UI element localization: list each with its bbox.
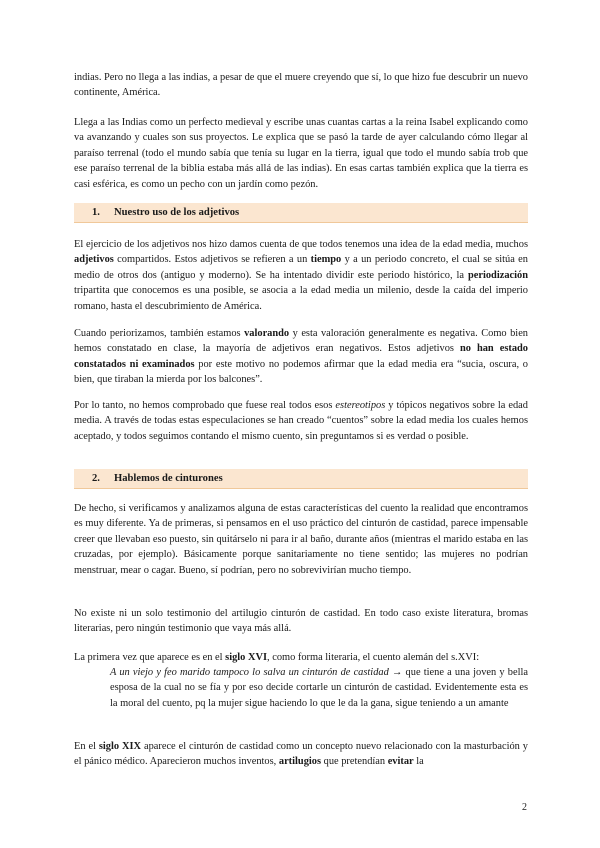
paragraph-colon-cartas: Llega a las Indias como un perfecto medieval y escribe unas cuantas cartas a la reina Isabel explicando como va avanzando y cuales son sus proyectos. Le explica que se pasó la tarde de ayer calculando cómo llegar al paraíso terrenal (todo el mundo sabía que tenía su lugar en la tierra, igual que todo el mundo sabía trob que ese paraíso terrenal de la biblia estaba más allá de las indias). En esas cartas también explica que la tierra es casi esférica, es como un pecho con un jardín como pezón. [74, 117, 528, 190]
section-heading-adjetivos [74, 203, 528, 223]
emphasis-evitar: evitar [387, 756, 414, 768]
section-heading-cinturones [74, 469, 528, 489]
paragraph-siglo-xix: En el siglo XIX aparece el cinturón de castidad como un concepto nuevo relacionado con la masturbación y el pánico médico. Aparecieron muchos inventos, artilugios que pretendían evitar la [74, 741, 528, 768]
emphasis-periodizacion: periodización [467, 269, 528, 281]
emphasis-siglo-xvi: siglo XVI [225, 652, 268, 663]
paragraph-estereotipos: Por lo tanto, no hemos comprobado que fuese real todos esos estereotipos y tópicos negativos sobre la edad media. A través de todas estas especulaciones se han creado “cuentos” sobre la edad media los cuales hemos aceptado, y todos seguimos contando el mismo cuento, sin preguntamos si es verdad o posible. [74, 400, 528, 442]
quote-cuento-aleman: A un viejo y feo marido tampoco lo salva un cinturón de castidad → que tiene a una joven y bella esposa de la cual no se fía y por eso decide cortarle un cinturón de castidad. Evidentemente esta es la moral del cuento, pq la mujer sigue haciendo lo que le da la gana, sigue teniendo a un amante [110, 667, 528, 709]
paragraph-siglo-xvi: La primera vez que aparece es en el siglo XVI, como forma literaria, el cuento alemán del s.XVI: [74, 652, 480, 663]
section-title: Nuestro uso de los adjetivos [114, 207, 240, 218]
quote-title: A un viejo y feo marido tampoco lo salva un cinturón de castidad [110, 667, 389, 678]
emphasis-estereotipos: estereotipos [335, 400, 386, 411]
section-number: 2. [92, 473, 100, 484]
emphasis-adjetivos: adjetivos [74, 254, 114, 266]
emphasis-no-constatados: no han estado constatados ni examinados [74, 343, 528, 370]
emphasis-artilugios: artilugios [278, 756, 322, 768]
emphasis-siglo-xix: siglo XIX [98, 741, 142, 752]
emphasis-tiempo: tiempo [310, 254, 342, 266]
paragraph-testimonio: No existe ni un solo testimonio del artilugio cinturón de castidad. En todo caso existe literatura, bromas literarias, pero ningún testimonio que vaya más allá. [74, 608, 528, 635]
section-title: Hablemos de cinturones [114, 473, 223, 484]
paragraph-indias: indias. Pero no llega a las indias, a pesar de que el muere creyendo que sí, lo que hizo fue descubrir un nuevo continente, América. [74, 72, 528, 99]
paragraph-cinturon-practico: De hecho, si verificamos y analizamos alguna de estas características del cuento la realidad que encontramos es muy diferente. Ya de primeras, si pensamos en el uso práctico del cinturón de castidad, parece impensable creer que llevaban eso puesto, sin quitárselo ni para ir al baño, durante años (mientras el marido estaba en las cruzadas, por ejemplo). Básicamente porque sanitariamente no tiene sentido; las mujeres no podrían menstruar, mear o cagar. Bueno, sí podrían, pero no sobrevivirían mucho tiempo. [74, 503, 528, 576]
paragraph-valorando: Cuando periorizamos, también estamos valorando y esta valoración generalmente es negativa. Como bien hemos constatado en clase, la mayoría de adjetivos eran negativos. Estos adjetivos no han estado constatados ni examinados por este motivo no podemos afirmar que la edad media era “sucia, oscura, o bien, que tiraban la mierda por los balcones”. [74, 328, 529, 386]
emphasis-valorando: valorando [244, 328, 290, 339]
paragraph-adjetivos: El ejercicio de los adjetivos nos hizo damos cuenta de que todos tenemos una idea de la edad media, muchos adjetivos compartidos. Estos adjetivos se refieren a un tiempo y a un periodo concreto, el cual se sitúa en medio de otros dos (antiguo y moderno). Se ha intentado dividir este periodo histórico, la periodización tripartita que conocemos es una posible, se asocia a la edad media un milenio, desde la caída del imperio romano, hasta el descubrimiento de América. [74, 239, 528, 312]
page-number: 2 [522, 802, 527, 813]
section-number: 1. [92, 207, 100, 218]
